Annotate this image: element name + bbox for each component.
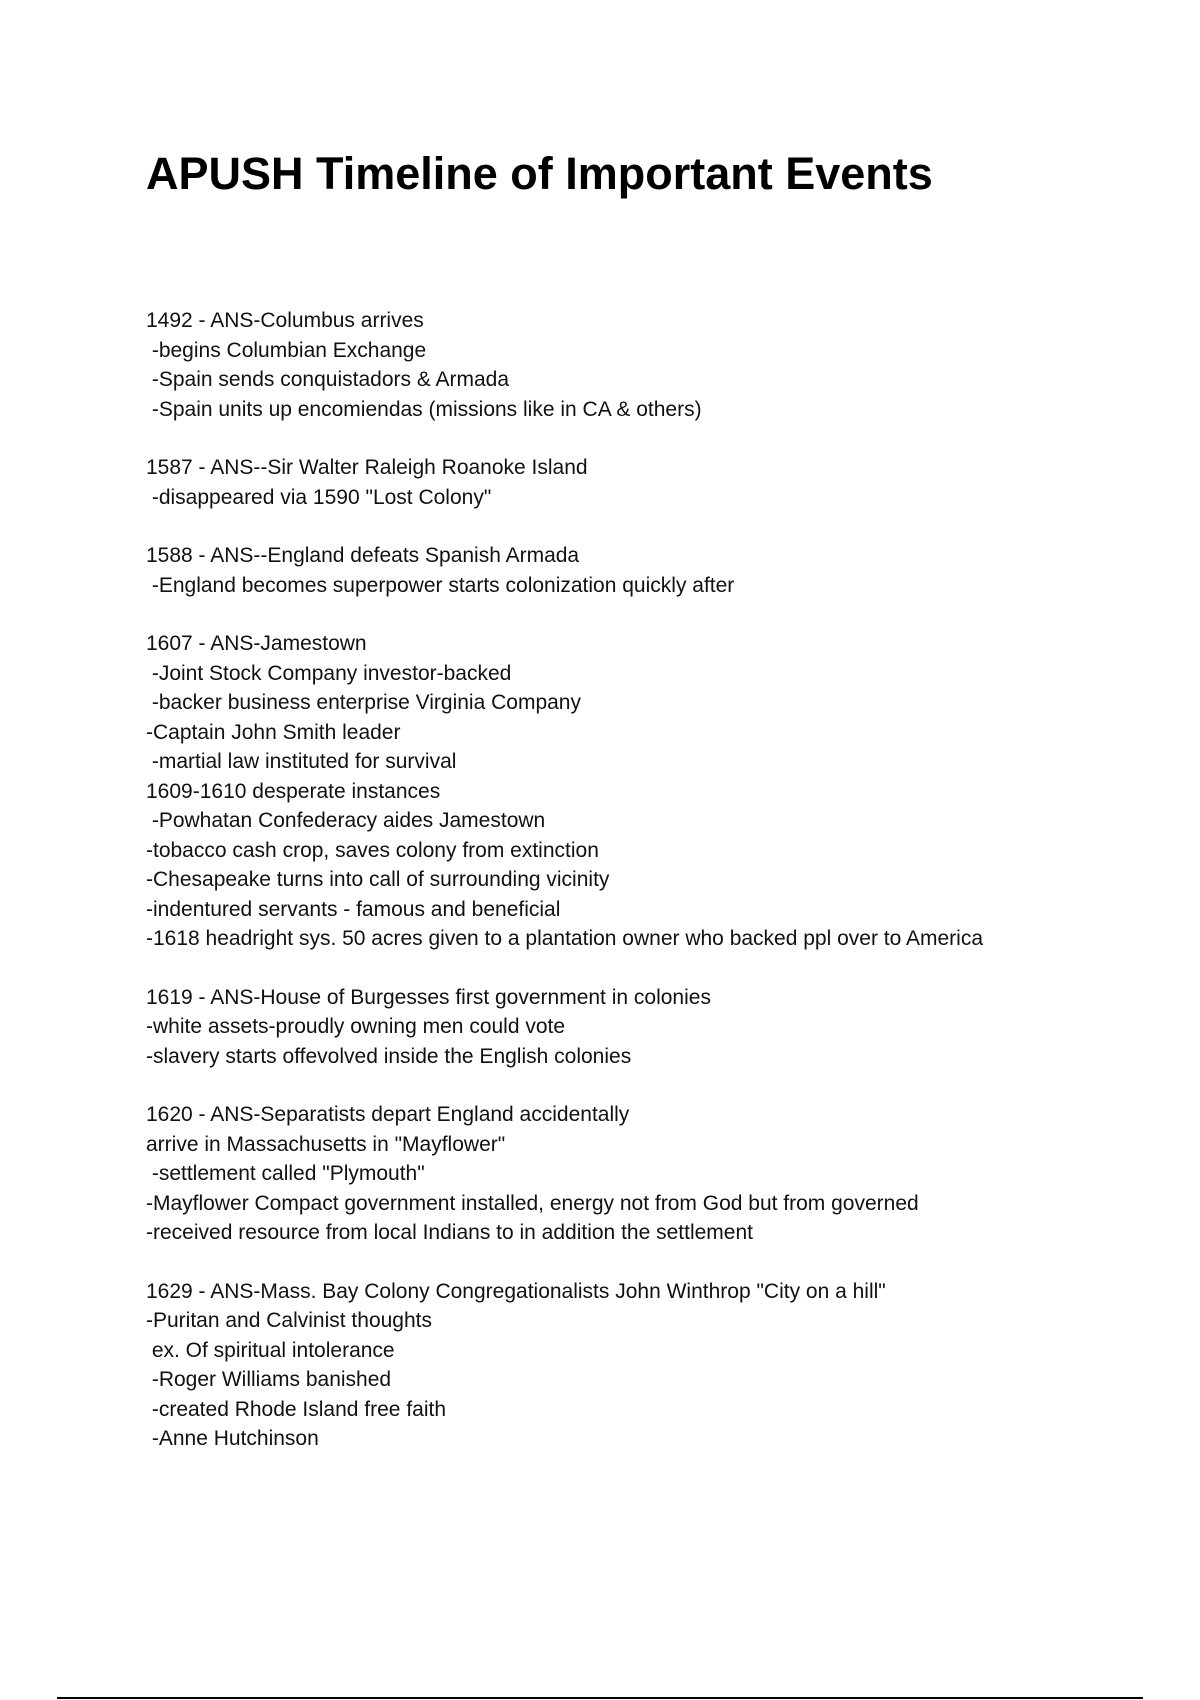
entry-heading: 1607 - ANS-Jamestown <box>146 632 367 655</box>
entry-line: 1609-1610 desperate instances <box>146 779 441 803</box>
entry-heading: 1629 - ANS-Mass. Bay Colony Congregationalists John Winthrop "City on a hill" <box>146 1279 886 1303</box>
entry-line: -settlement called "Plymouth" <box>146 1162 425 1185</box>
entry-line: -Powhatan Confederacy aides Jamestown <box>146 809 546 832</box>
entry-line: -received resource from local Indians to in addition the settlement <box>146 1221 753 1244</box>
timeline-entry-1587 <box>146 453 1146 512</box>
entry-line: -created Rhode Island free faith <box>146 1397 447 1421</box>
entry-line: -England becomes superpower starts colonization quickly after <box>146 573 735 597</box>
timeline-entry-1620 <box>146 1100 1146 1248</box>
entry-heading: 1619 - ANS-House of Burgesses first government in colonies <box>146 985 711 1009</box>
entry-line: -indentured servants - famous and beneficial <box>146 897 561 921</box>
timeline-entry-1629 <box>146 1277 1146 1454</box>
entry-line: -Joint Stock Company investor-backed <box>146 661 512 685</box>
entry-line: -slavery starts offevolved inside the English colonies <box>146 1044 632 1068</box>
entry-line: -Roger Williams banished <box>146 1368 392 1391</box>
entry-line: -Anne Hutchinson <box>146 1427 319 1450</box>
entry-line: -tobacco cash crop, saves colony from extinction <box>146 838 599 862</box>
entry-line: -Spain sends conquistadors & Armada <box>146 368 510 391</box>
entry-heading: 1587 - ANS--Sir Walter Raleigh Roanoke Island <box>146 456 588 479</box>
entry-line: -white assets-proudly owning men could vote <box>146 1015 566 1038</box>
entry-line: -Chesapeake turns into call of surrounding vicinity <box>146 868 610 891</box>
entry-line: -martial law instituted for survival <box>146 750 457 773</box>
entry-line: -Spain units up encomiendas (missions like in CA & others) <box>146 397 702 421</box>
page-title: APUSH Timeline of Important Events <box>146 148 933 199</box>
entry-line: -1618 headright sys. 50 acres given to a plantation owner who backed ppl over to America <box>146 927 983 950</box>
entry-line: -Puritan and Calvinist thoughts <box>146 1309 432 1332</box>
entry-line: -backer business enterprise Virginia Company <box>146 691 581 714</box>
timeline-entry-1492 <box>146 306 1146 424</box>
timeline <box>146 306 1146 1483</box>
footer-divider <box>57 1697 1143 1699</box>
entry-line: -Captain John Smith leader <box>146 720 401 744</box>
timeline-entry-1619 <box>146 983 1146 1072</box>
entry-line: -disappeared via 1590 "Lost Colony" <box>146 485 492 509</box>
timeline-entry-1588 <box>146 541 1146 600</box>
entry-line: -begins Columbian Exchange <box>146 338 427 362</box>
entry-heading: 1620 - ANS-Separatists depart England accidentally <box>146 1103 630 1126</box>
entry-heading: 1588 - ANS--England defeats Spanish Armada <box>146 544 580 567</box>
entry-heading: 1492 - ANS-Columbus arrives <box>146 309 424 332</box>
entry-line: -Mayflower Compact government installed, energy not from God but from governed <box>146 1191 919 1215</box>
timeline-entry-1607 <box>146 629 1146 954</box>
entry-line: arrive in Massachusetts in "Mayflower" <box>146 1132 506 1156</box>
entry-line: ex. Of spiritual intolerance <box>146 1338 395 1362</box>
